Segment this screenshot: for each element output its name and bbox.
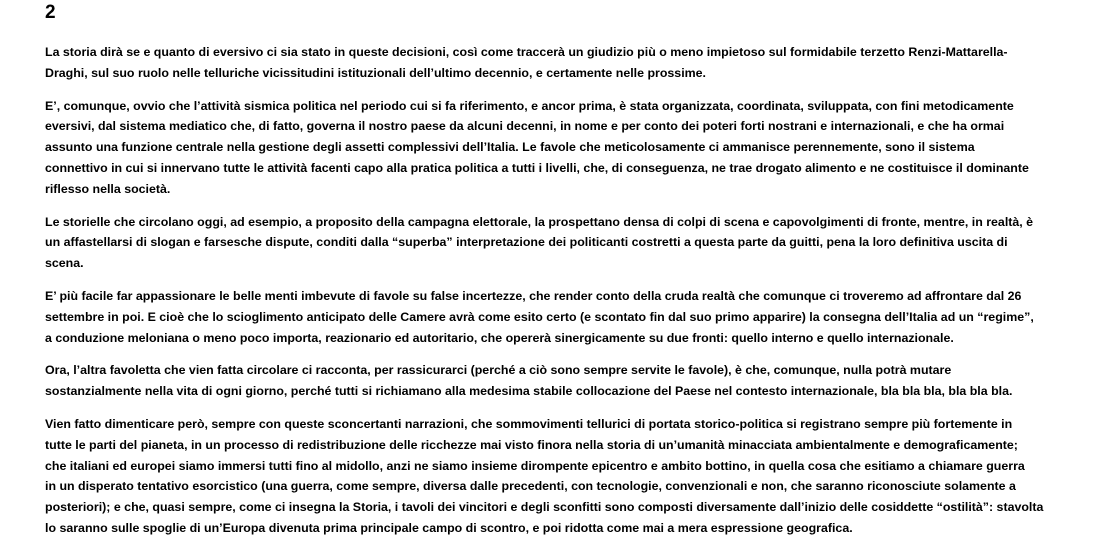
page-number: 2: [45, 2, 56, 23]
paragraph-2: [45, 96, 1075, 200]
text-line: che italiani ed europei siamo immersi tutti fino al midollo, anzi ne siamo insieme dirompente epicentro e ambito bottino, in quella cosa che esitiamo a chiamare guerra: [45, 458, 1025, 473]
text-line: Ora, l’altra favoletta che vien fatta circolare ci racconta, per rassicurarci (perché a ciò sono sempre servite le favole), è che, comunque, nulla potrà mutare: [45, 363, 952, 378]
text-line: a conduzione meloniana o meno poco importa, reazionario ed autoritario, che opererà sinergicamente su due fronti: quello interno e quello internazionale.: [45, 330, 954, 345]
text-line: La storia dirà se e quanto di eversivo ci sia stato in queste decisioni, così come traccerà un giudizio più o meno impietoso sul formidabile terzetto Renzi-Mattarella-: [45, 45, 1008, 59]
text-line: Le storielle che circolano oggi, ad esempio, a proposito della campagna elettorale, la prospettano densa di colpi di scena e capovolgimenti di fronte, mentre, in realtà, è: [45, 214, 1034, 229]
text-line: sostanzialmente nella vita di ogni giorno, perché tutti si richiamano alla medesima stabile collocazione del Paese nel contesto internazionale, bla bla bla, bla bla bla.: [45, 384, 1013, 399]
text-line: posteriori); e che, quasi sempre, come ci insegna la Storia, i tavoli dei vincitori e degli sconfitti sono composti diversamente dall’inizio delle cosiddette “ostilità”: stavolta: [45, 500, 1044, 515]
text-line: un affastellarsi di slogan e farsesche dispute, conditi dalla “superba” interpretazione dei politicanti costretti a questa parte da guitti, pena la loro definitiva uscita di: [45, 235, 1008, 250]
text-line: assunto una funzione centrale nella gestione degli assetti complessivi dell’Italia. Le favole che meticolosamente ci ammanisce perennemente, sono il sistema: [45, 140, 975, 155]
text-line: E’ più facile far appassionare le belle menti imbevute di favole su false incertezze, che render conto della cruda realtà che comunque ci troveremo ad affrontare dal 26: [45, 288, 1022, 303]
text-line: Vien fatto dimenticare però, sempre con queste sconcertanti narrazioni, che sommovimenti tellurici di portata storico-politica si registrano sempre più fortemente in: [45, 416, 1013, 431]
text-line: riflesso nella società.: [45, 181, 171, 196]
text-line: in un disperato tentativo esorcistico (una guerra, come sempre, diversa dalle precedenti, con tecnologie, convenzionali e non, che saranno riconosciute solamente a: [45, 479, 1016, 494]
paragraph-6: [45, 414, 1075, 539]
paragraph-5: [45, 360, 1075, 402]
document-body: [45, 42, 1075, 551]
paragraph-4: [45, 286, 1075, 348]
text-line: settembre in poi. E cioè che lo scioglimento anticipato delle Camere avrà come esito certo (e scontato fin dal suo primo apparire) la consegna dell’Italia ad un “regime”,: [45, 309, 1034, 324]
text-line: eversivi, dal sistema mediatico che, di fatto, governa il nostro paese da alcuni decenni, in nome e per conto dei poteri forti nostrani e internazionali, e che ha ormai: [45, 119, 1005, 134]
text-line: lo saranno sulle spoglie di un’Europa divenuta prima principale campo di scontro, e poi ridotta come mai a mera espressione geografica.: [45, 520, 853, 535]
text-line: connettivo in cui si innervano tutte le attività facenti capo alla pratica politica a tutti i livelli, che, di conseguenza, ne trae drogato alimento e ne costituisce il dominante: [45, 160, 1029, 175]
text-line: E’, comunque, ovvio che l’attività sismica politica nel periodo cui si fa riferimento, e ancor prima, è stata organizzata, coordinata, sviluppata, con fini metodicamente: [45, 98, 1014, 113]
paragraph-1: [45, 42, 1075, 84]
text-line: scena.: [45, 256, 84, 271]
text-line: tutte le parti del pianeta, in un processo di redistribuzione delle ricchezze mai visto finora nella storia di un’umanità minacciata ambientalmente e demograficamente;: [45, 437, 1018, 452]
paragraph-3: [45, 212, 1075, 274]
text-line: Draghi, sul suo ruolo nelle telluriche vicissitudini istituzionali dell’ultimo decennio, e certamente nelle prossime.: [45, 65, 706, 80]
